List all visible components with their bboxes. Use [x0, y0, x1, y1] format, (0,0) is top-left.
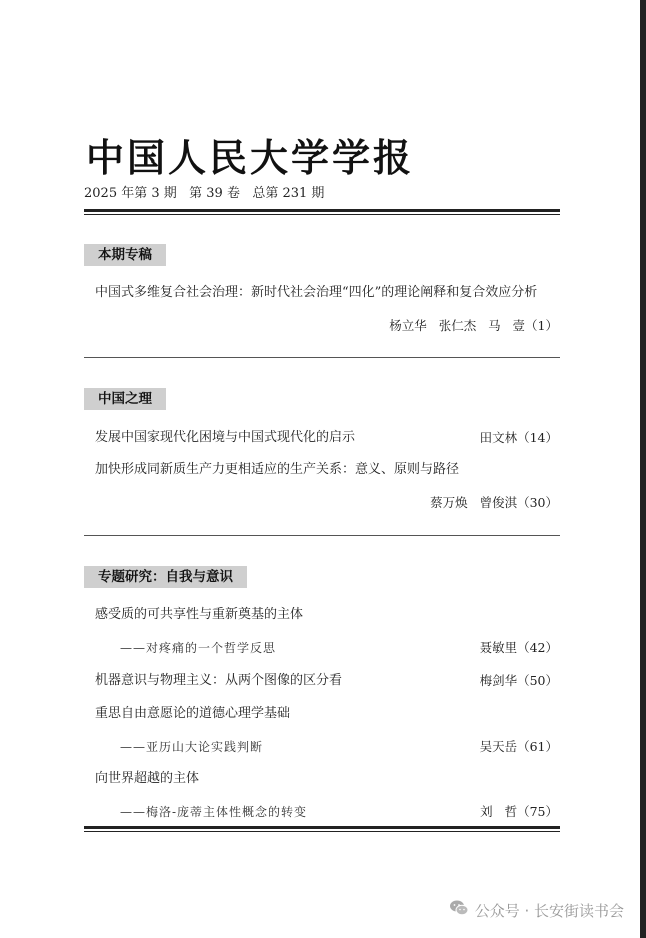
- section-divider: [84, 357, 560, 358]
- article-authors: 蔡万焕 曾俊淇（30）: [430, 495, 558, 510]
- article-authors: 聂敏里（42）: [479, 640, 558, 655]
- article-subtitle: ——梅洛-庞蒂主体性概念的转变: [120, 805, 308, 819]
- article-title[interactable]: 发展中国家现代化困境与中国式现代化的启示: [95, 430, 356, 445]
- watermark-text: 公众号 · 长安街读书会: [474, 902, 624, 920]
- article-authors: 刘 哲（75）: [480, 804, 558, 819]
- article-authors: 梅剑华（50）: [479, 673, 558, 688]
- footer-rule-thick: [84, 826, 560, 829]
- article-subtitle: ——亚历山大论实践判断: [120, 740, 264, 754]
- section-divider: [84, 535, 560, 536]
- article-title[interactable]: 加快形成同新质生产力更相适应的生产关系：意义、原则与路径: [95, 462, 460, 477]
- journal-title: 中国人民大学学报: [86, 135, 415, 180]
- section-tag-special: 本期专稿: [84, 244, 166, 266]
- article-title[interactable]: 感受质的可共享性与重新奠基的主体: [95, 607, 304, 622]
- article-authors: 田文林（14）: [479, 430, 558, 445]
- footer-rule-thin: [84, 831, 560, 832]
- article-title[interactable]: 机器意识与物理主义：从两个图像的区分看: [95, 673, 343, 688]
- article-title[interactable]: 中国式多维复合社会治理：新时代社会治理“四化”的理论阐释和复合效应分析: [95, 285, 538, 300]
- watermark: [449, 900, 624, 922]
- article-title[interactable]: 向世界超越的主体: [95, 771, 200, 786]
- section-tag-topic-research: 专题研究：自我与意识: [84, 566, 247, 588]
- wechat-icon: [449, 899, 469, 923]
- article-authors: 吴天岳（61）: [479, 739, 558, 754]
- article-subtitle: ——对疼痛的一个哲学反思: [120, 641, 277, 655]
- article-authors: 杨立华 张仁杰 马 壹（1）: [389, 318, 558, 333]
- header-rule-thick: [84, 209, 560, 212]
- section-tag-china-theory: 中国之理: [84, 388, 166, 410]
- issue-info: 2025 年第 3 期 第 39 卷 总第 231 期: [84, 186, 325, 201]
- page-edge-bar: [640, 0, 646, 938]
- header-rule-thin: [84, 214, 560, 215]
- article-title[interactable]: 重思自由意愿论的道德心理学基础: [95, 706, 291, 721]
